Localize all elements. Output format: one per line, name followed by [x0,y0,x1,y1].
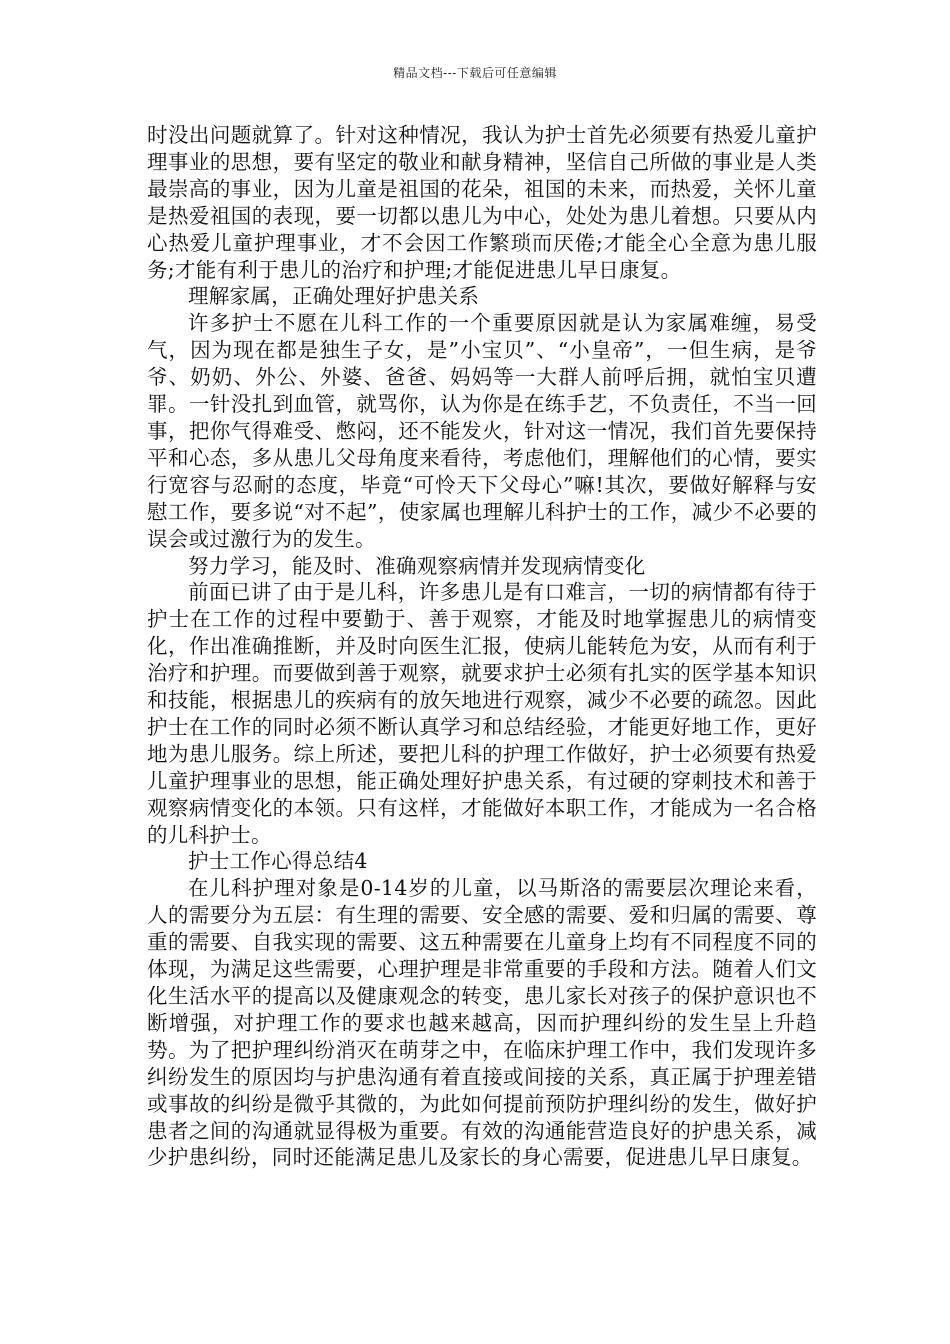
section-heading-family-relations: 理解家属，正确处理好护患关系 [188,284,480,309]
document-body [147,122,817,1171]
paragraph-summary-4: 在儿科护理对象是0-14岁的儿童，以马斯洛的需要层次理论来看，人的需要分为五层：有生理的需要、安全感的需要、爱和归属的需要、尊重的需要、自我实现的需要、这五种需要在儿童身上均有不同程度不同的体现，为满足这些需要，心理护理是非常重要的手段和方法。随着人们文化生活水平的提高以及健康观念的转变，患儿家长对孩子的保护意识也不断增强，对护理工作的要求也越来越高，因而护理纠纷的发生呈上升趋势。为了把护理纠纷消灭在萌芽之中，在临床护理工作中，我们发现许多纠纷发生的原因均与护患沟通有着直接或间接的关系，真正属于护理差错或事故的纠纷是微乎其微的，为此如何提前预防护理纠纷的发生，做好护患者之间的沟通就显得极为重要。有效的沟通能营造良好的护患关系，减少护患纠纷，同时还能满足患儿及家长的身心需要，促进患儿早日康复。 [147,876,817,1170]
paragraph-observation: 前面已讲了由于是儿科，许多患儿是有口难言，一切的病情都有待于护士在工作的过程中要勤于、善于观察，才能及时地掌握患儿的病情变化，作出准确推断，并及时向医生汇报，使病儿能转危为安，从而有利于治疗和护理。而要做到善于观察，就要求护士必须有扎实的医学基本知识和技能，根据患儿的疾病有的放矢地进行观察，减少不必要的疏忽。因此护士在工作的同时必须不断认真学习和总结经验，才能更好地工作，更好地为患儿服务。综上所述，要把儿科的护理工作做好，护士必须要有热爱儿童护理事业的思想，能正确处理好护患关系，有过硬的穿刺技术和善于观察病情变化的本领。只有这样，才能做好本职工作，才能成为一名合格的儿科护士。 [147,580,817,847]
section-heading-summary-4: 护士工作心得总结4 [188,849,368,874]
section-heading-observation: 努力学习，能及时、准确观察病情并发现病情变化 [188,553,646,578]
paragraph-family-relations: 许多护士不愿在儿科工作的一个重要原因就是认为家属难缠，易受气，因为现在都是独生子女，是”小宝贝”、“小皇帝”，一但生病，是爷爷、奶奶、外公、外婆、爸爸、妈妈等一大群人前呼后拥，就怕宝贝遭罪。一针没扎到血管，就骂你，认为你是在练手艺，不负责任，不当一回事，把你气得难受、憋闷，还不能发火，针对这一情况，我们首先要保持平和心态，多从患儿父母角度来看待，考虑他们，理解他们的心情，要实行宽容与忍耐的态度，毕竟“可怜天下父母心”嘛!其次，要做好解释与安慰工作，要多说“对不起”，使家属也理解儿科护士的工作，减少不必要的误会或过激行为的发生。 [147,311,817,551]
page-header: 精品文档---下载后可任意编辑 [393,66,557,80]
paragraph-continuation: 时没出问题就算了。针对这种情况，我认为护士首先必须要有热爱儿童护理事业的思想，要有坚定的敬业和献身精神，坚信自己所做的事业是人类最崇高的事业，因为儿童是祖国的花朵，祖国的未来，而热爱，关怀儿童是热爱祖国的表现，要一切都以患儿为中心，处处为患儿着想。只要从内心热爱儿童护理事业，才不会因工作繁琐而厌倦;才能全心全意为患儿服务;才能有利于患儿的治疗和护理;才能促进患儿早日康复。 [147,123,817,282]
